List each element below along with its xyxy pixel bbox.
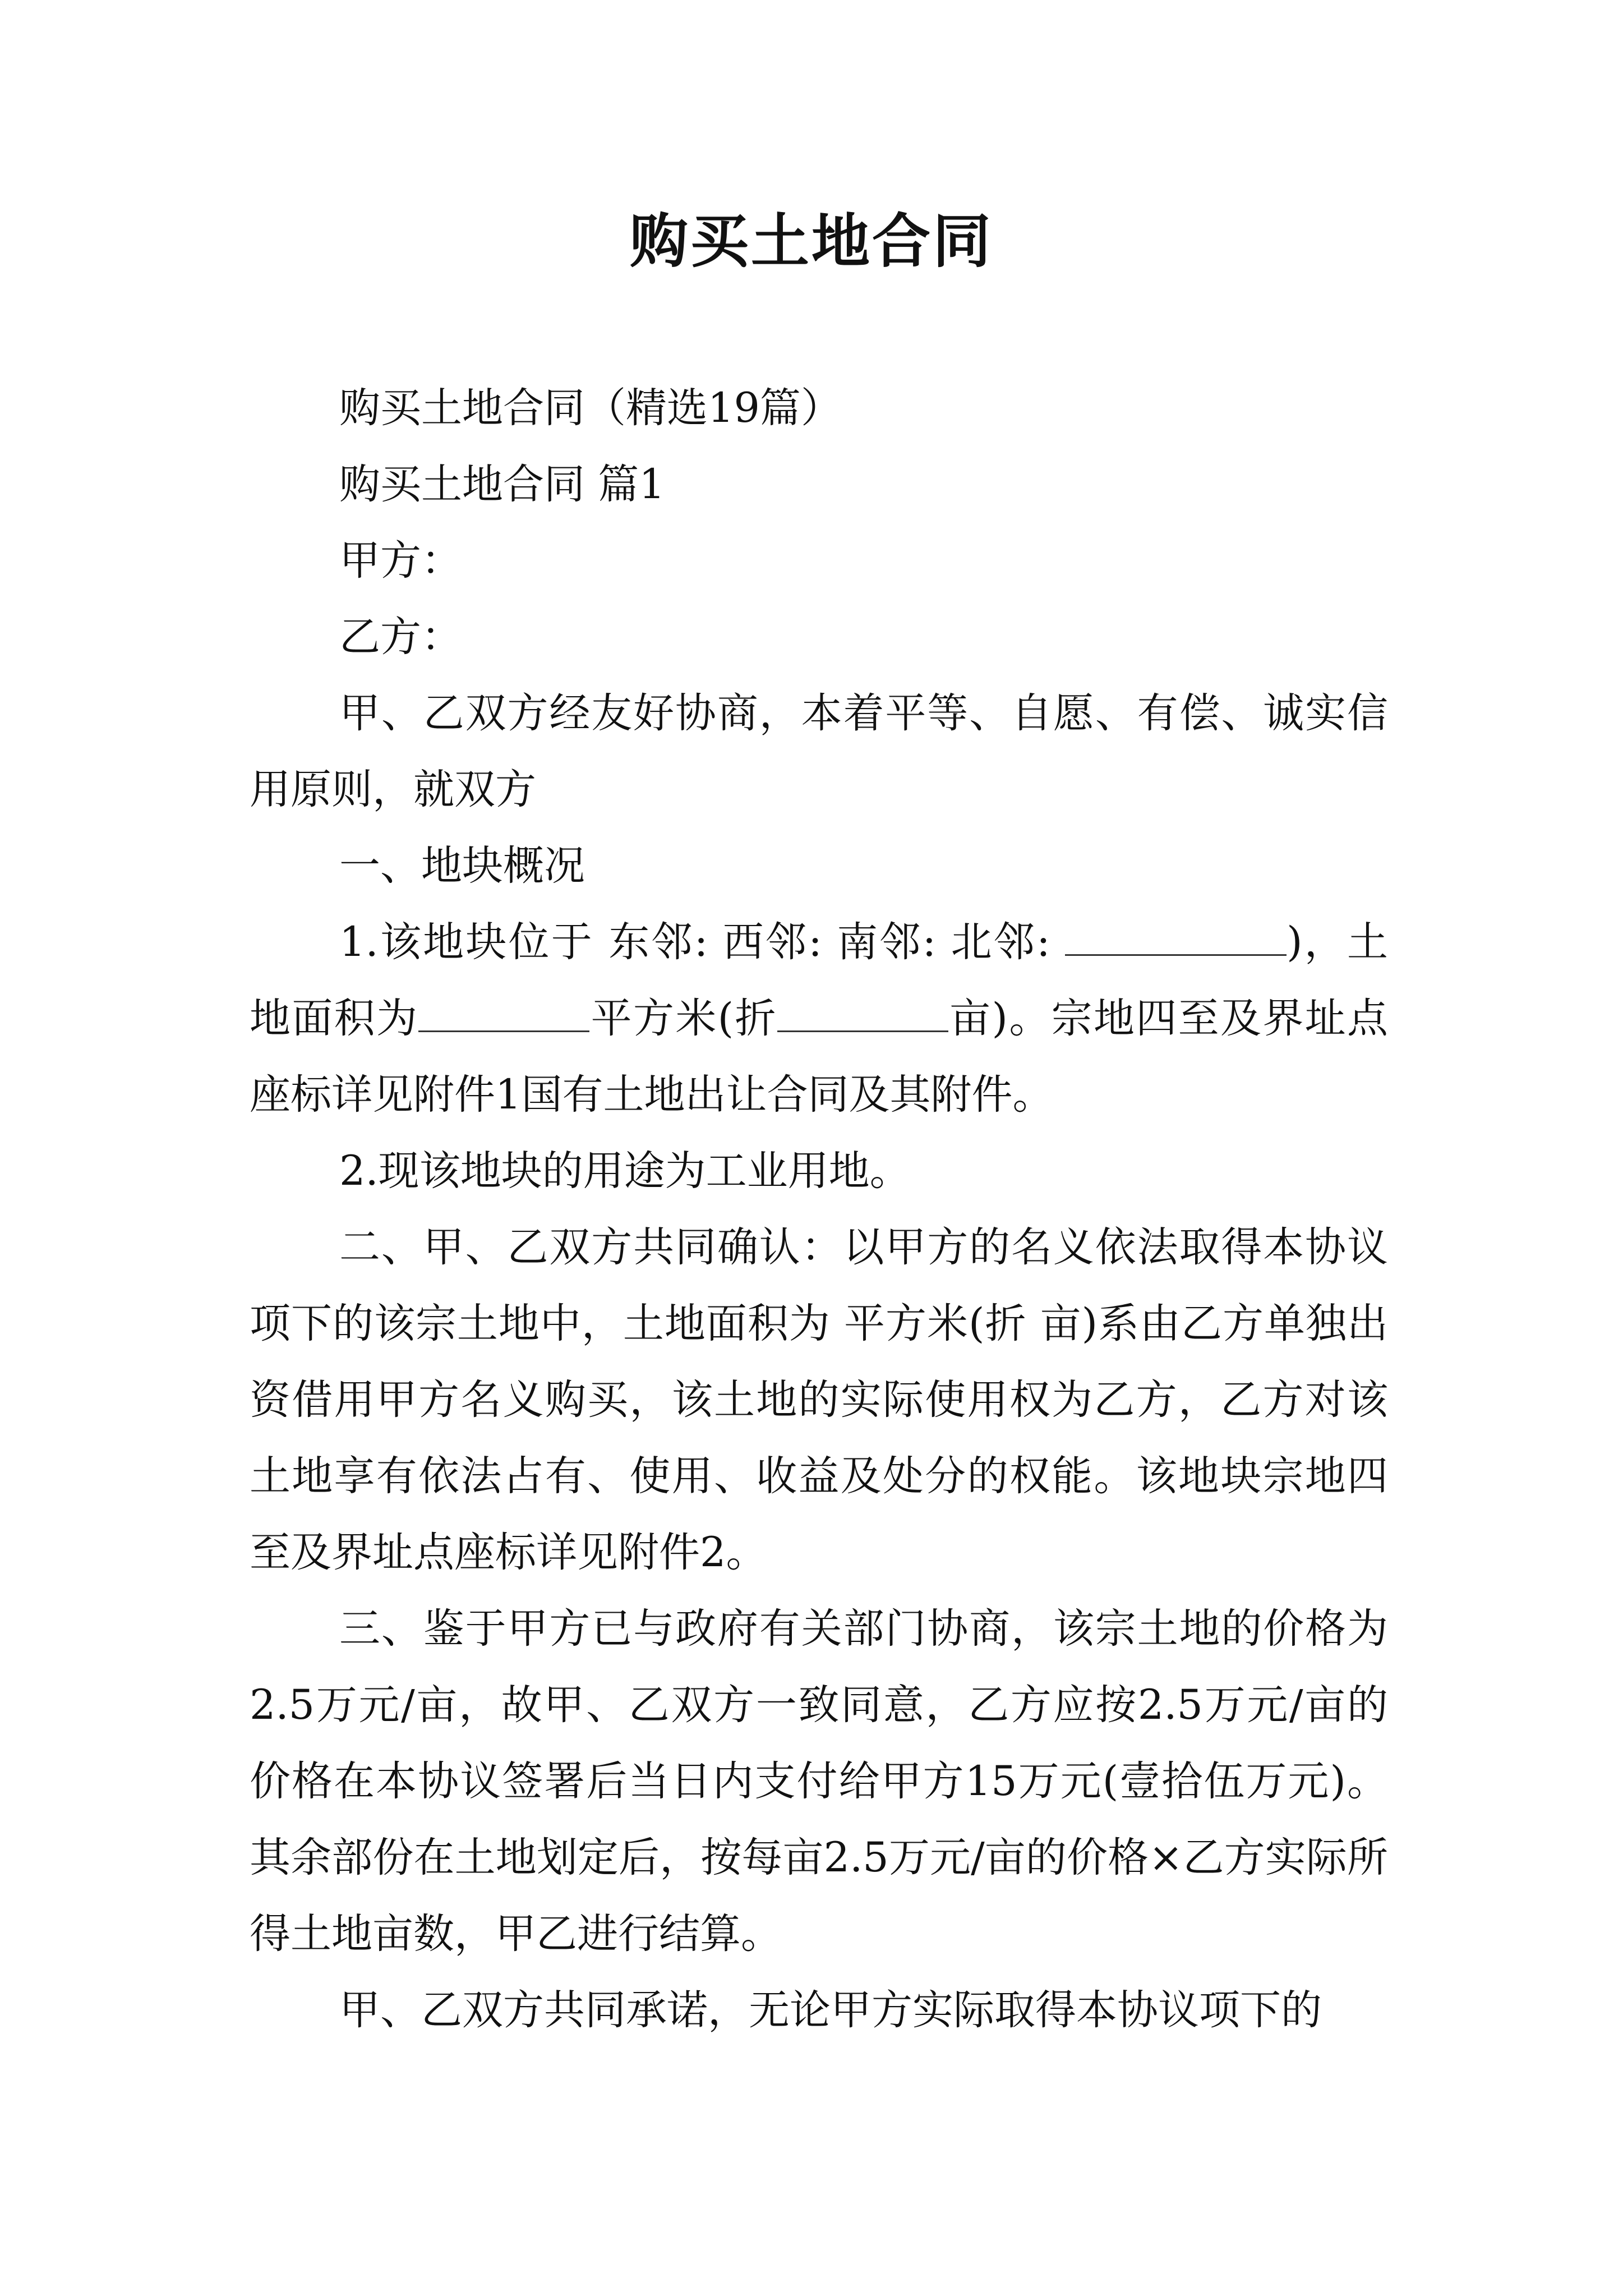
subtitle-line: 购买土地合同（精选19篇） [339,384,842,432]
clause-heading-1: 一、地块概况 [339,842,585,890]
party-b-line: 乙方： [339,613,462,661]
clause-1-1-part-d: 亩)。宗地四至及界址点座标详见附件1国有土地出让合同及其附件。 [250,995,1389,1119]
clause-1-1-part-b: )，土地面积为 [250,918,1388,1042]
clause-1-1-part-c: 平方米(折 [589,995,777,1042]
blank-fill-line [1065,915,1287,956]
section-heading: 购买土地合同 篇1 [339,461,665,508]
clause-1-1 [250,904,1388,1133]
clause-2: 二、甲、乙双方共同确认：以甲方的名义依法取得本协议项下的该宗土地中，土地面积为 平方米(折 亩)系由乙方单独出资借用甲方名义购买，该土地的实际使用权为乙方，乙方对该土地享有依法占有、使用、收益及处分的权能。该地块宗地四至及界址点座标详见附件2。 [250,1223,1388,1576]
document-title: 购买土地合同 [629,206,993,275]
party-a-line: 甲方： [339,537,462,585]
document-body [250,370,1388,2049]
clause-1-2: 2.现该地块的用途为工业用地。 [339,1147,911,1195]
blank-fill-line [418,991,589,1032]
clause-4-start: 甲、乙双方共同承诺，无论甲方实际取得本协议项下的 [339,1986,1322,2034]
clause-3: 三、鉴于甲方已与政府有关部门协商，该宗土地的价格为2.5万元/亩，故甲、乙双方一致同意，乙方应按2.5万元/亩的价格在本协议签署后当日内支付给甲方15万元(壹拾伍万元)。其余部份在土地划定后，按每亩2.5万元/亩的价格×乙方实际所得土地亩数，甲乙进行结算。 [250,1605,1388,1958]
clause-1-1-part-a: 1.该地块位于 东邻: 西邻: 南邻: 北邻: [339,918,1066,966]
blank-fill-line [777,991,948,1032]
intro-paragraph: 甲、乙双方经友好协商，本着平等、自愿、有偿、诚实信用原则，就双方 [250,689,1388,813]
